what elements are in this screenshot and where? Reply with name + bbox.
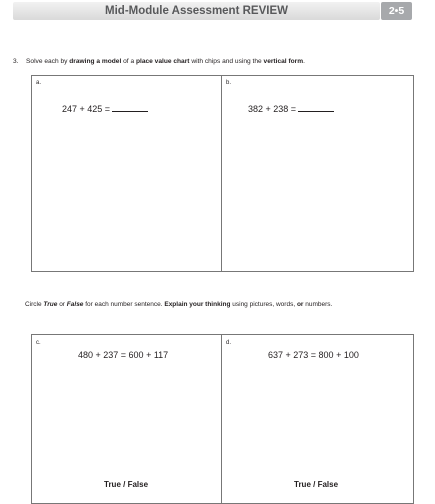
instruction-emphasis: True xyxy=(43,301,58,308)
equation-b-text: 382 + 238 = xyxy=(248,104,297,114)
question-3-instruction xyxy=(26,58,305,65)
instruction-text: . xyxy=(303,58,305,65)
equation-a-text: 247 + 425 = xyxy=(62,104,111,114)
instruction-emphasis: place value chart xyxy=(135,58,190,65)
page-title: Mid-Module Assessment REVIEW xyxy=(105,5,288,17)
panel-label-b: b. xyxy=(226,80,232,86)
panel-label-a: a. xyxy=(36,80,42,86)
instruction-text: Solve each by xyxy=(26,58,70,65)
instruction-emphasis: False xyxy=(66,301,84,308)
instruction-text: Circle xyxy=(25,301,44,308)
instruction-text: using pictures, words, xyxy=(230,301,297,308)
instruction-emphasis: Explain your thinking xyxy=(164,301,231,308)
true-false-choice-c[interactable]: True / False xyxy=(104,480,149,489)
answer-blank-a[interactable] xyxy=(112,105,148,112)
module-badge: 2•5 xyxy=(381,2,412,20)
instruction-emphasis: vertical form xyxy=(263,58,304,65)
instruction-emphasis: or xyxy=(296,301,304,308)
instruction-text: for each number sentence. xyxy=(83,301,165,308)
instruction-text: numbers. xyxy=(303,301,333,308)
equation-c: 480 + 237 = 600 + 117 xyxy=(78,350,169,360)
equation-a xyxy=(62,104,148,114)
question-number: 3. xyxy=(13,58,19,65)
answer-blank-b[interactable] xyxy=(298,105,334,112)
true-false-choice-d[interactable]: True / False xyxy=(294,480,339,489)
equation-d: 637 + 273 = 800 + 100 xyxy=(268,350,359,360)
instruction-text: of a xyxy=(121,58,136,65)
panel-label-d: d. xyxy=(226,340,232,346)
instruction-text: with chips and using the xyxy=(189,58,264,65)
true-false-instruction xyxy=(25,301,332,308)
panel-label-c: c. xyxy=(36,340,41,346)
equation-b xyxy=(248,104,334,114)
instruction-text: or xyxy=(57,301,67,308)
instruction-emphasis: drawing a model xyxy=(69,58,122,65)
